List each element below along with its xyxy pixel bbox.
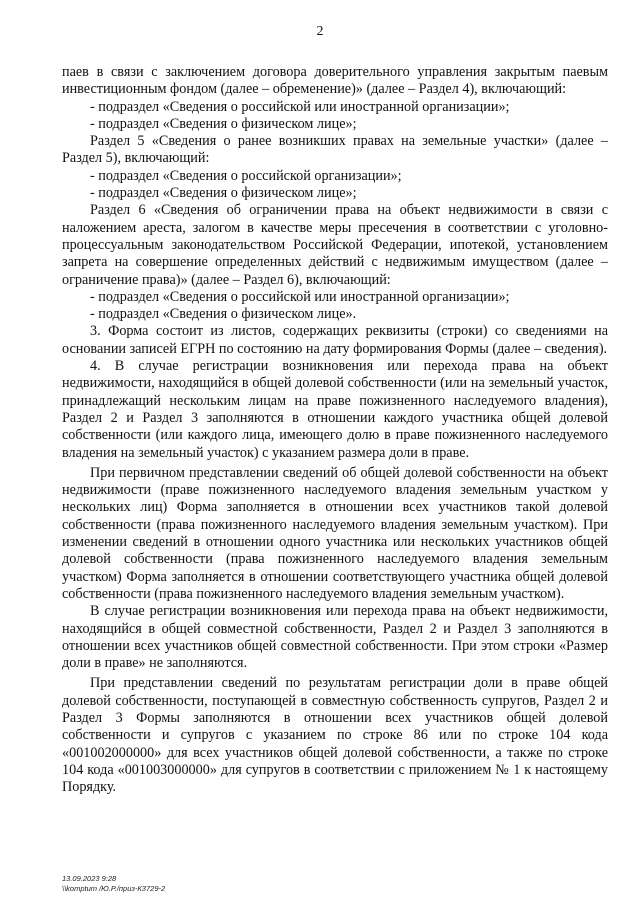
list-item: - подраздел «Сведения о физическом лице»; [90, 115, 357, 132]
paragraph: Раздел 6 «Сведения об ограничении права на объект недвижимости в связи с наложением ареста, залогом в качестве меры пресечения в соответствии с уголовно-процессуальным законодательством Российской Федерации, ипотекой, установлением запрета на совершение определенных действий с недвижимым имуществом (далее – ограничение права)» (далее – Раздел 6), включающий: [62, 202, 608, 288]
list-item: - подраздел «Сведения о физическом лице»; [90, 185, 357, 202]
paragraph: 3. Форма состоит из листов, содержащих реквизиты (строки) со сведениями на основании записей ЕГРН по состоянию на дату формирования Формы (далее – сведения). [62, 323, 608, 357]
document-footer [62, 874, 165, 894]
page-number: 2 [316, 24, 324, 39]
list-item: - подраздел «Сведения о российской или иностранной организации»; [90, 98, 510, 115]
footer-file-path: \\komptum /Ю.Р./приз-К3729-2 [62, 884, 166, 893]
list-item: - подраздел «Сведения о физическом лице». [90, 306, 357, 323]
list-item: - подраздел «Сведения о российской или иностранной организации»; [90, 288, 510, 305]
paragraph: В случае регистрации возникновения или перехода права на объект недвижимости, находящийся в общей совместной собственности, Раздел 2 и Раздел 3 заполняются в отношении всех участников общей совместной собственности. При этом строки «Размер доли в праве» не заполняются. [62, 603, 608, 672]
paragraph: При представлении сведений по результатам регистрации доли в праве общей долевой собственности, поступающей в совместную собственность супругов, Раздел 2 и Раздел 3 Формы заполняются в отношении всех участников общей долевой собственности и супругов с указанием по строке 86 или по строке 104 кода «001002000000» для всех участников общей долевой собственности, а также по строке 104 кода «001003000000» для супругов в соответствии с приложением № 1 к настоящему Порядку. [62, 675, 608, 796]
document-body [62, 64, 608, 796]
paragraph: 4. В случае регистрации возникновения или перехода права на объект недвижимости, находящийся в общей долевой собственности (или на земельный участок, принадлежащий нескольким лицам на праве пожизненного наследуемого владения), Раздел 2 и Раздел 3 заполняются в отношении каждого участника общей долевой собственности (или каждого лица, имеющего долю в праве пожизненного наследуемого владения на земельный участок) с указанием размера доли в праве. [62, 358, 608, 461]
footer-timestamp: 13.09.2023 9:28 [62, 874, 117, 883]
paragraph: Раздел 5 «Сведения о ранее возникших правах на земельные участки» (далее – Раздел 5), включающий: [62, 133, 608, 167]
paragraph: паев в связи с заключением договора доверительного управления закрытым паевым инвестиционным фондом (далее – обременение)» (далее – Раздел 4), включающий: [62, 64, 608, 98]
paragraph: При первичном представлении сведений об общей долевой собственности на объект недвижимости (праве пожизненного наследуемого владения земельным участком у нескольких лиц) Форма заполняется в отношении всех участников такой долевой собственности (права пожизненного наследуемого владения земельным участком). При изменении сведений в отношении одного участника или нескольких участников общей долевой собственности (права пожизненного наследуемого владения земельным участком) Форма заполняется в отношении соответствующего участника общей долевой собственности (права пожизненного наследуемого владения земельным участком). [62, 464, 608, 602]
list-item: - подраздел «Сведения о российской организации»; [90, 167, 402, 184]
